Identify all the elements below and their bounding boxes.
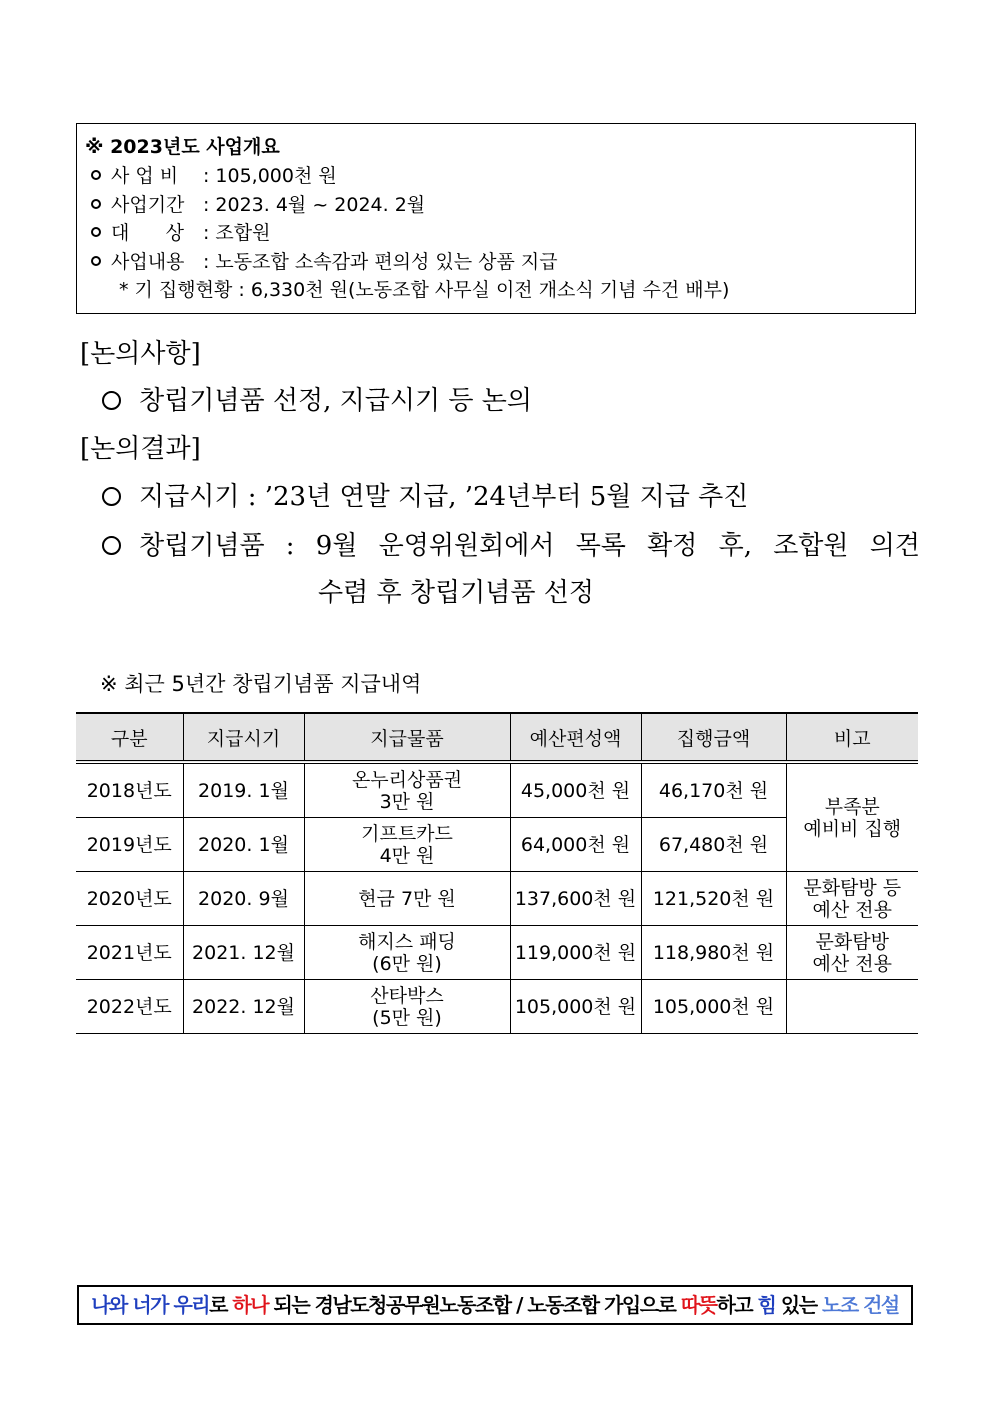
spent-cell: 105,000천 원 [641,980,786,1034]
date-cell: 2019. 1월 [183,762,304,818]
overview-value: 조합원 [215,222,271,244]
year-cell: 2022년도 [76,980,183,1034]
item-cell: 산타박스 (5만 원) [304,980,510,1034]
table-row [76,872,918,926]
result-item-1 [102,476,748,513]
budget-cell: 119,000천 원 [510,926,641,980]
remark-cell: 문화탐방 등 예산 전용 [786,872,918,926]
circle-bullet-icon [102,391,121,410]
result-heading: [논의결과] [80,434,201,464]
header-cell: 집행금액 [641,713,786,762]
bullet-icon [91,170,101,180]
budget-cell: 105,000천 원 [510,980,641,1034]
item-cell: 현금 7만 원 [304,872,510,926]
overview-value: 105,000천 원 [215,165,337,187]
circle-bullet-icon [102,536,121,555]
year-cell: 2021년도 [76,926,183,980]
table-row [76,762,918,818]
slogan-part: 로 [209,1293,233,1317]
table-header-row [76,713,918,762]
discussion-item [102,380,532,417]
date-cell: 2021. 12월 [183,926,304,980]
discussion-item-text: 창립기념품 선정, 지급시기 등 논의 [139,386,532,416]
overview-note: * 기 집행현황 : 6,330천 원(노동조합 사무실 이전 개소식 기념 수건 배부) [119,279,730,301]
result-item-2-continued: 수렴 후 창립기념품 선정 [318,578,594,608]
overview-label: 사업기간 [111,193,185,216]
spent-cell: 121,520천 원 [641,872,786,926]
slogan-part: 노조 건설 [822,1293,899,1317]
date-cell: 2020. 1월 [183,818,304,872]
overview-box [76,123,916,314]
footer-slogan [77,1285,913,1325]
slogan-part: 되는 경남도청공무원노동조합 / 노동조합 가입으로 [268,1293,681,1317]
budget-cell: 64,000천 원 [510,818,641,872]
remark-cell [786,980,918,1034]
year-cell: 2019년도 [76,818,183,872]
table-row [76,980,918,1034]
year-cell: 2020년도 [76,872,183,926]
remark-cell: 문화탐방 예산 전용 [786,926,918,980]
slogan-part: 나와 너가 우리 [91,1293,210,1317]
slogan-part: 하고 [716,1293,758,1317]
header-cell: 구분 [76,713,183,762]
slogan-part: 하나 [232,1293,269,1317]
overview-row-content: 사업내용 : 노동조합 소속감과 편의성 있는 상품 지급 [85,248,905,277]
overview-label: 사업내용 [111,250,185,273]
result-item-text: 창립기념품 : 9월 운영위원회에서 목록 확정 후, 조합원 의견 [139,531,920,561]
bullet-icon [91,227,101,237]
slogan-part: 힘 [757,1293,776,1317]
bullet-icon [91,199,101,209]
spent-cell: 67,480천 원 [641,818,786,872]
table-row [76,926,918,980]
date-cell: 2020. 9월 [183,872,304,926]
header-cell: 지급시기 [183,713,304,762]
result-item-text: 지급시기 : ’23년 연말 지급, ’24년부터 5월 지급 추진 [139,482,749,512]
overview-title: ※ 2023년도 사업개요 [85,136,280,158]
year-cell: 2018년도 [76,762,183,818]
header-cell: 지급물품 [304,713,510,762]
overview-row-target: 대 상 : 조합원 [85,219,905,248]
table-caption: ※ 최근 5년간 창립기념품 지급내역 [100,672,422,696]
overview-value: 2023. 4월 ~ 2024. 2월 [215,193,426,216]
overview-row-budget: 사 업 비 : 105,000천 원 [85,162,905,191]
overview-label: 사 업 비 [111,165,179,187]
overview-value: 노동조합 소속감과 편의성 있는 상품 지급 [215,250,558,273]
overview-row-period: 사업기간 : 2023. 4월 ~ 2024. 2월 [85,191,905,220]
discussion-heading: [논의사항] [80,339,201,369]
budget-cell: 45,000천 원 [510,762,641,818]
date-cell: 2022. 12월 [183,980,304,1034]
spent-cell: 118,980천 원 [641,926,786,980]
circle-bullet-icon [102,487,121,506]
header-cell: 예산편성액 [510,713,641,762]
slogan-part: 있는 [775,1293,822,1317]
item-cell: 기프트카드 4만 원 [304,818,510,872]
budget-cell: 137,600천 원 [510,872,641,926]
spent-cell: 46,170천 원 [641,762,786,818]
result-item-2 [102,525,920,562]
header-cell: 비고 [786,713,918,762]
souvenir-history-table [76,712,918,1034]
bullet-icon [91,256,101,266]
item-cell: 해지스 패딩 (6만 원) [304,926,510,980]
overview-label: 대 상 [111,222,184,244]
remark-cell: 부족분 예비비 집행 [786,762,918,872]
item-cell: 온누리상품권 3만 원 [304,762,510,818]
slogan-part: 따뜻 [680,1293,717,1317]
